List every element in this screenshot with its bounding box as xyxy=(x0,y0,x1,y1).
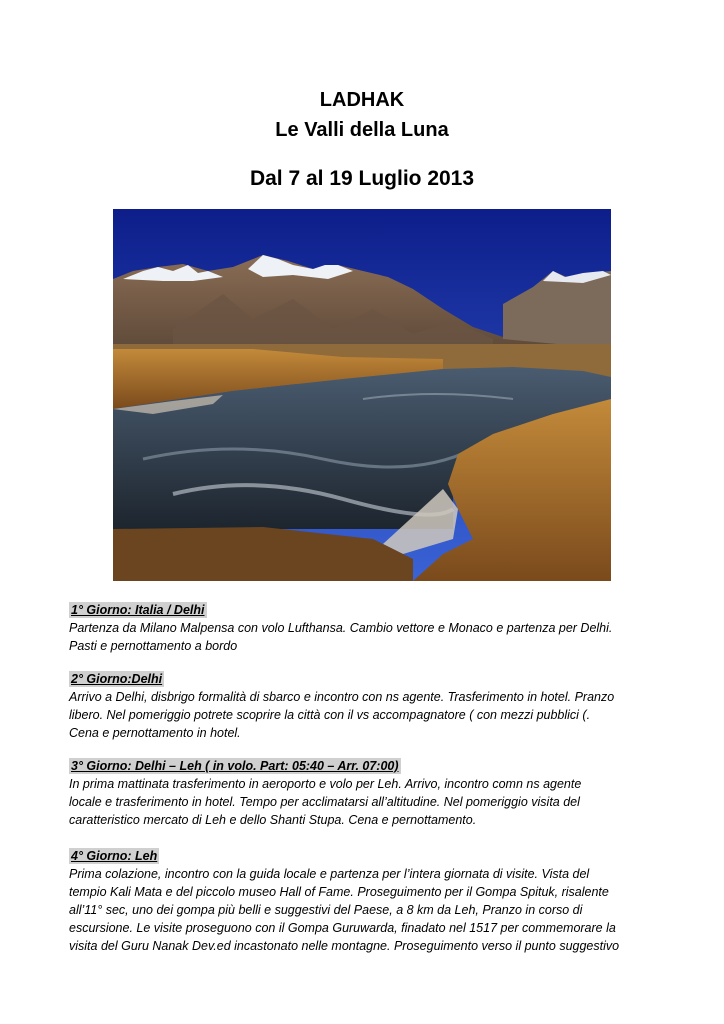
trip-dates: Dal 7 al 19 Luglio 2013 xyxy=(249,167,475,190)
day-3-heading: 3° Giorno: Delhi – Leh ( in volo. Part: 05:40 – Arr. 07:00) xyxy=(71,759,399,773)
document-title: LADHAK xyxy=(319,89,405,111)
document-subtitle: Le Valli della Luna xyxy=(275,119,449,141)
day-2-section xyxy=(69,670,659,742)
day-3-section xyxy=(69,757,659,829)
mountain-river-landscape-icon xyxy=(113,209,611,581)
day-2-description: Arrivo a Delhi, disbrigo formalità di sbarco e incontro con ns agente. Trasferimento in hotel. Pranzo libero. Nel pomeriggio potrete scoprire la città con il vs accompagnatore ( con mezzi pubblici (. Cena e pernottamento in hotel. xyxy=(69,690,615,740)
day-4-heading: 4° Giorno: Leh xyxy=(71,849,158,863)
day-2-heading: 2° Giorno:Delhi xyxy=(71,672,163,686)
day-1-section xyxy=(69,601,659,655)
day-1-description: Partenza da Milano Malpensa con volo Lufthansa. Cambio vettore e Monaco e partenza per Delhi. Pasti e pernottamento a bordo xyxy=(69,621,613,653)
day-3-description: In prima mattinata trasferimento in aeroporto e volo per Leh. Arrivo, incontro comn ns agente locale e trasferimento in hotel. Tempo per acclimatarsi all’altitudine. Nel pomeriggio visita del caratteristico mercato di Leh e dello Shanti Stupa. Cena e pernottamento. xyxy=(69,777,582,827)
day-1-heading: 1° Giorno: Italia / Delhi xyxy=(71,603,205,617)
day-4-section xyxy=(69,847,659,955)
day-4-description: Prima colazione, incontro con la guida locale e partenza per l’intera giornata di visite. Vista del tempio Kali Mata e del piccolo museo Hall of Fame. Proseguimento per il Gompa Spituk, risalente all’11° sec, uno dei gompa più belli e suggestivi del Paese, a 8 km da Leh, Pranzo in corso di escursione. Le visite proseguono con il Gompa Guruwarda, finadato nel 1517 per commemorare la visita del Guru Nanak Dev.ed incastonato nelle montagne. Proseguimento verso il punto suggestivo xyxy=(69,867,620,953)
